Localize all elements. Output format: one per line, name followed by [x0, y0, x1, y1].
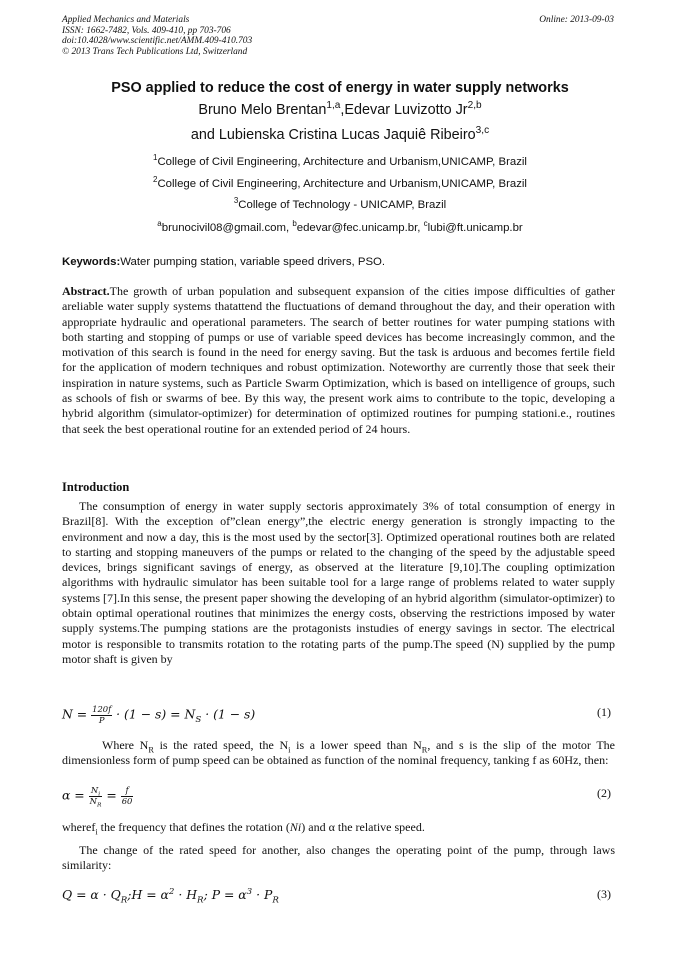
- eq1-frac-den: P: [98, 714, 105, 725]
- eq2-mid: =: [106, 787, 117, 803]
- eq1-number: (1): [597, 705, 611, 719]
- affiliation-3-text: College of Technology - UNICAMP, Brazil: [238, 199, 447, 211]
- email-a[interactable]: brunocivil08@gmail.com,: [161, 222, 293, 234]
- author-3-sup: 3,c: [475, 125, 490, 137]
- p3-ni: Ni: [289, 820, 302, 834]
- p2-a: Where N: [102, 738, 149, 752]
- equation-1: [62, 705, 615, 725]
- author-3-name: and Lubienska Cristina Lucas Jaquiê Ribeiro: [190, 127, 476, 143]
- p2-b: is the rated speed, the N: [153, 738, 289, 752]
- email-b[interactable]: edevar@fec.unicamp.br,: [296, 222, 424, 234]
- abstract-label: Abstract.: [62, 284, 110, 298]
- p3-sub: i: [95, 827, 98, 837]
- eq2-fraction-1: [89, 785, 103, 809]
- email-b-sup: b: [292, 219, 297, 229]
- introduction-heading: Introduction: [62, 480, 130, 494]
- email-c-sup: c: [423, 219, 428, 229]
- eq2-fraction-2: [121, 786, 134, 806]
- online-date: Online: 2013-09-03: [539, 15, 614, 25]
- eq3-t2: ;H = α: [127, 887, 169, 902]
- author-2-sup: 2,b: [467, 100, 482, 112]
- journal-name: Applied Mechanics and Materials: [62, 15, 190, 25]
- keywords: [62, 256, 614, 268]
- p3-b: the frequency that defines the rotation (: [97, 820, 290, 834]
- copyright-line: © 2013 Trans Tech Publications Ltd, Switzerland: [62, 46, 248, 57]
- introduction-paragraph-1: The consumption of energy in water supply sectoris approximately 3% of total consumption of energy in Brazil[8]. With the exception of”clean energy”,the electric energy generation is strongly impacting to the environment and now a day, this is the most used by the sector[3]. Optimized operational routines both are related to starting and stopping maneuvers of the pumps or related to the changing of the speed by the adjustable speed devices, brings significant savings of energy, as observed at the literature [9,10].The coupling optimization algorithms with hydraulic simulator has been suitable tool for a large range of problems related to water supply systems [7].In this sense, the present paper showing the developing of an hybrid algorithm (simulator-optimizer) to obtain optimal operational routines that minimizes the energy costs, observing the restrictions imposed by water supply systems.The pumping stations are the protagonists instudies of energy savings in sector. The electrical motor is responsible to transmits rotation to the rotating parts of the pump.The speed (N) supplied by the pump motor shaft is given by: [62, 499, 615, 666]
- keywords-text: Water pumping station, variable speed drivers, PSO.: [120, 256, 386, 268]
- paper-title: PSO applied to reduce the cost of energy in water supply networks: [111, 80, 569, 96]
- eq2-frac1-den: [89, 797, 103, 807]
- email-c[interactable]: lubi@ft.unicamp.br: [427, 222, 523, 234]
- eq3-t1: Q = α · Q: [62, 887, 121, 902]
- eq2-f1-num: N: [90, 785, 99, 795]
- eq2-f2-den: 60: [121, 795, 133, 806]
- eq1-frac-num: 120f: [92, 704, 112, 714]
- eq3-t4: ; P = α: [203, 887, 247, 902]
- abstract-text: The growth of urban population and subsequent expansion of the cities impose difficulties of gather areliable water supply systems thatattend the fluctuations of demand throughout the day, and their operation with appropriate hydraulic and operational parameters. The search of better routines for water pumping stations with both starting and stopping of pumps or use of variable speed devices has become increasingly common, and the motivation of this search is found in the need for energy saving. But the task is arduous and becomes fertile field for the application of modern techniques and robust optimization. Noteworthy are currently those that seek their inspiration in nature systems, such as Particle Swarm Optimization, which is based on intelligence of groups, such as schools of fish or swarms of bee. By this way, the present work aims to contribute to the topic, developing a hybrid algorithm (simulator-optimizer) for determination of optimized routines for pumping stationi.e., routines that seek the best operational routine for an extended period of 24 hours.: [62, 284, 615, 436]
- authors-line-2: [30, 127, 650, 143]
- eq2-f2-num: f: [121, 786, 134, 797]
- authors-line-1: [30, 102, 650, 118]
- equation-3: [62, 886, 615, 906]
- abstract: [62, 284, 615, 437]
- issn-line: ISSN: 1662-7482, Vols. 409-410, pp 703-706: [62, 25, 231, 36]
- eq1-lhs: N =: [62, 706, 88, 722]
- introduction-paragraph-4: The change of the rated speed for another, also changes the operating point of the pump, through laws similarity:: [62, 843, 615, 873]
- introduction-paragraph-3: [62, 820, 615, 835]
- eq3-number: (3): [597, 887, 611, 901]
- eq1-rest: · (1 − s) = N: [116, 706, 196, 722]
- journal-header: [62, 15, 614, 57]
- affiliation-3-sup: 3: [233, 196, 239, 206]
- email-a-sup: a: [157, 219, 162, 229]
- eq1-fraction: [91, 705, 112, 725]
- eq3-p4: 3: [246, 886, 253, 897]
- author-1-name: Bruno Melo Brentan: [198, 102, 327, 118]
- eq3-p2: 2: [168, 886, 175, 897]
- eq3-s5: R: [272, 895, 279, 906]
- p2-c: is a lower speed than N: [290, 738, 422, 752]
- eq3-s1: R: [120, 895, 128, 906]
- p3-a: wheref: [62, 820, 96, 834]
- eq1-sub: S: [195, 714, 202, 725]
- author-2-name: ,Edevar Luvizotto Jr: [340, 102, 468, 118]
- keywords-label: Keywords:: [62, 256, 121, 268]
- eq2-f1-den-sub: R: [96, 802, 102, 809]
- affiliation-3: [30, 196, 650, 211]
- eq3-t3: · H: [174, 887, 198, 902]
- author-1-sup: 1,a: [326, 100, 341, 112]
- eq2-number: (2): [597, 786, 611, 800]
- equation-2: [62, 785, 615, 809]
- email-line: [30, 219, 650, 234]
- eq2-lhs: α =: [62, 787, 85, 803]
- p2-d: , and s is the slip of the motor The dimensionless form of pump speed can be obtained as function of the nominal frequency, tanking f as 60Hz, then:: [62, 738, 616, 768]
- p2-sub3: R: [421, 745, 428, 755]
- eq3-s3: R: [197, 895, 204, 906]
- introduction-paragraph-2: [62, 738, 615, 769]
- eq1-tail: · (1 − s): [201, 706, 256, 722]
- affiliation-2-text: College of Civil Engineering, Architecture and Urbanism,UNICAMP, Brazil: [157, 178, 527, 190]
- doi-line: doi:10.4028/www.scientific.net/AMM.409-410.703: [62, 36, 253, 47]
- eq2-f1-den: N: [89, 795, 97, 806]
- p3-c: ) and α the relative speed.: [301, 820, 425, 834]
- p2-sub2: i: [288, 745, 291, 755]
- eq2-f1-num-sub: i: [98, 791, 101, 798]
- affiliation-1-sup: 1: [153, 153, 158, 163]
- eq3-t5: · P: [252, 887, 273, 902]
- affiliation-2: [30, 175, 650, 190]
- affiliation-1: [30, 153, 650, 168]
- affiliation-2-sup: 2: [153, 175, 158, 185]
- p2-sub1: R: [148, 745, 154, 755]
- affiliation-1-text: College of Civil Engineering, Architecture and Urbanism,UNICAMP, Brazil: [157, 156, 527, 168]
